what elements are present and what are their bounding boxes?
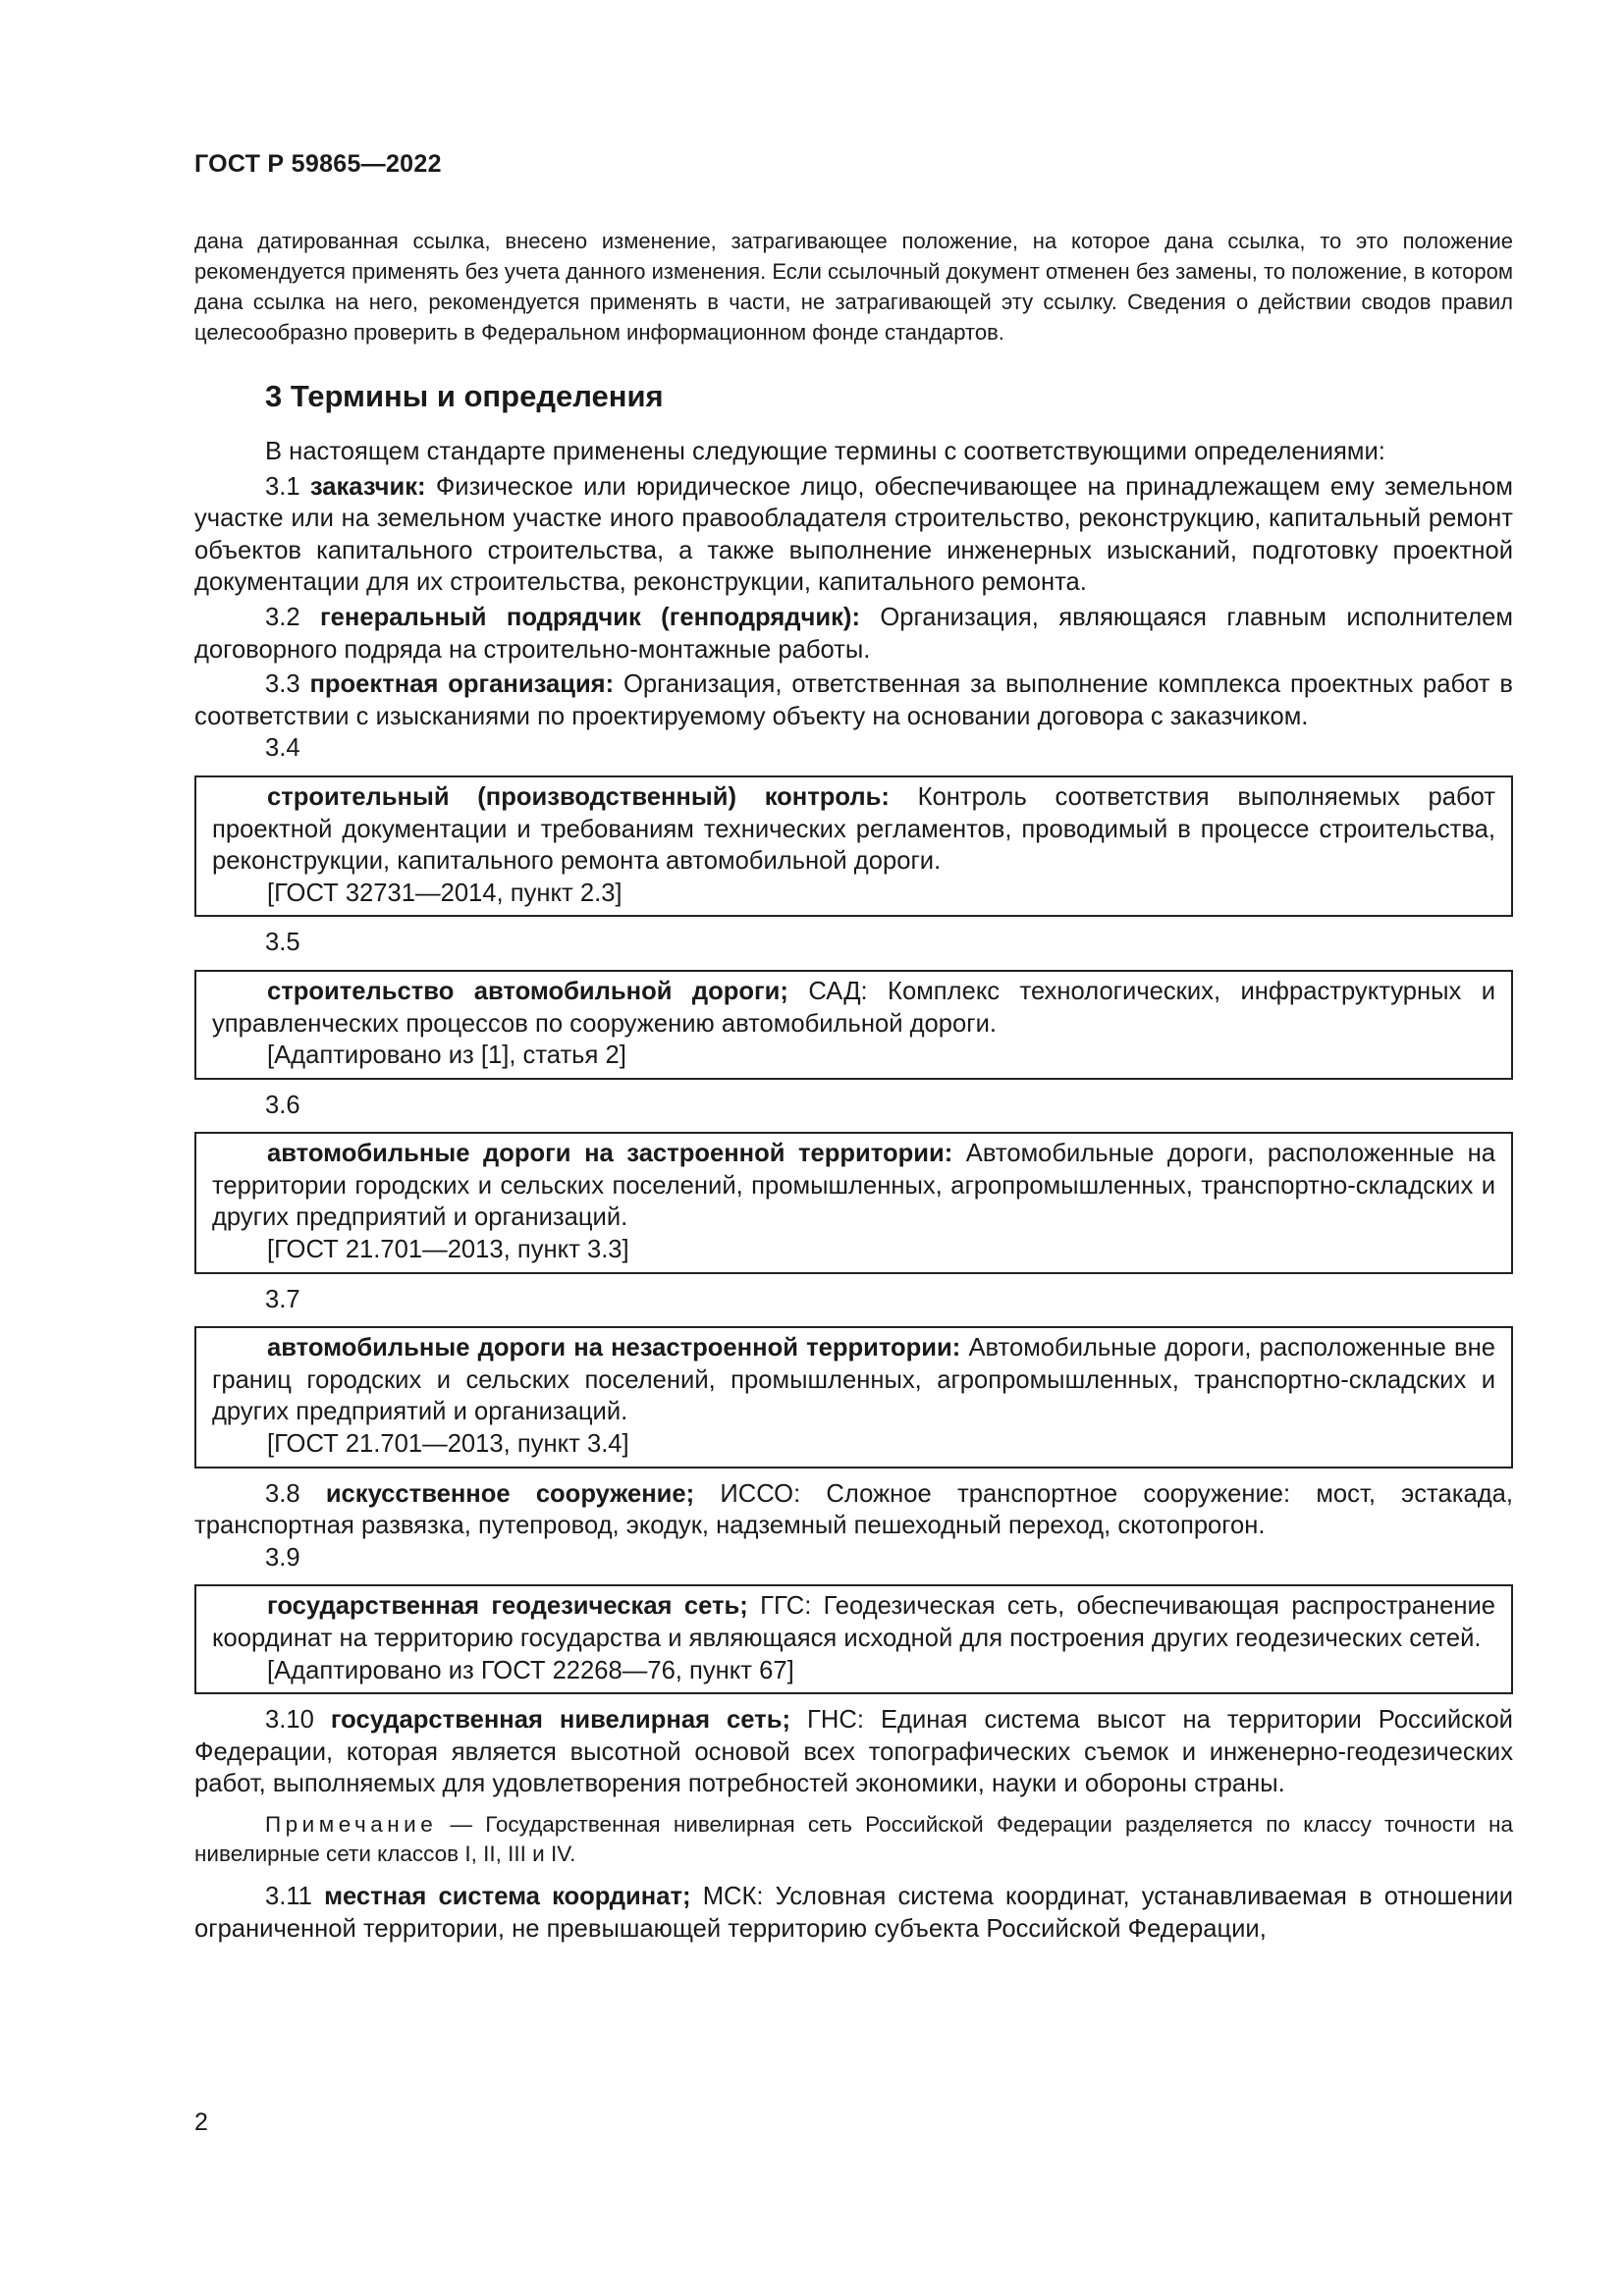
term-3-10 [194, 1704, 1513, 1800]
page-number: 2 [194, 2109, 208, 2136]
term-number-3-9: 3.9 [265, 1543, 300, 1572]
term-box-3-9 [194, 1584, 1513, 1694]
document-header: ГОСТ Р 59865—2022 [194, 150, 442, 178]
term-name: автомобильные дороги на застроенной территории: [267, 1140, 953, 1168]
term-definition: Автомобильные дороги, расположенные вне границ городских и сельских поселений, промышленных, агропромышленных, транспортно-складских и других предприятий и организаций. [212, 1334, 1495, 1426]
term-name: автомобильные дороги на незастроенной территории: [267, 1334, 961, 1362]
term-number: 3.2 [265, 603, 300, 631]
term-box-3-4 [194, 775, 1513, 917]
term-definition: Автомобильные дороги, расположенные на территории городских и сельских поселений, промышленных, агропромышленных, транспортно-складских и других предприятий и организаций. [212, 1140, 1495, 1232]
term-3-7 [212, 1332, 1495, 1428]
term-name: проектная организация: [309, 670, 615, 699]
term-name: искусственное сооружение; [325, 1479, 695, 1508]
term-source: [Адаптировано из ГОСТ 22268—76, пункт 67] [267, 1656, 794, 1684]
term-source: [ГОСТ 32731—2014, пункт 2.3] [267, 879, 623, 907]
term-box-3-7 [194, 1326, 1513, 1468]
term-number: 3.1 [265, 472, 300, 501]
section-title: 3 Термины и определения [265, 379, 664, 413]
term-definition: Организация, являющаяся главным исполнителем договорного подряда на строительно-монтажные работы. [194, 603, 1513, 664]
term-number-3-6: 3.6 [265, 1091, 300, 1119]
note-label: Примечание [265, 1811, 438, 1837]
term-definition: ИССО: Сложное транспортное сооружение: мост, эстакада, транспортная развязка, путепровод, экодук, надземный пешеходный переход, скотопрогон. [194, 1479, 1513, 1540]
term-3-6 [212, 1138, 1495, 1234]
term-definition: Физическое или юридическое лицо, обеспечивающее на принадлежащем ему земельном участке или на земельном участке иного правообладателя строительство, реконструкцию, капитальный ремонт объектов капитального строительства, а также выполнение инженерных изысканий, подготовку проектной документации для их строительства, реконструкции, капитального ремонта. [194, 472, 1513, 597]
term-name: государственная нивелирная сеть; [330, 1706, 790, 1735]
term-name: заказчик: [309, 472, 426, 501]
term-3-3 [194, 668, 1513, 732]
term-number: 3.11 [265, 1882, 312, 1910]
note-text: — Государственная нивелирная сеть Российской Федерации разделяется по классу точности на нивелирные сети классов I, II, III и IV. [194, 1811, 1513, 1866]
section-lead: В настоящем стандарте применены следующие термины с соответствующими определениями: [265, 438, 1385, 465]
term-definition: МСК: Условная система координат, устанавливаемая в отношении ограниченной территории, не превышающей территорию субъекта Российской Федерации, [194, 1882, 1513, 1943]
term-definition: ГНС: Единая система высот на территории Российской Федерации, которая является высотной основой всех топографических съемок и инженерно-геодезических работ, выполняемых для удовлетворения потребностей экономики, науки и обороны страны. [194, 1706, 1513, 1798]
term-box-3-6 [194, 1132, 1513, 1273]
term-source: [ГОСТ 21.701—2013, пункт 3.4] [267, 1430, 629, 1459]
term-name: местная система координат; [324, 1882, 691, 1910]
term-name: государственная геодезическая сеть; [267, 1592, 748, 1621]
term-3-9 [212, 1590, 1495, 1654]
term-definition: Контроль соответствия выполняемых работ проектной документации и требованиям технических регламентов, проводимый в процессе строительства, реконструкции, капитального ремонта автомобильной дороги. [212, 782, 1496, 876]
term-source: [Адаптировано из [1], статья 2] [267, 1041, 626, 1070]
term-number-3-5: 3.5 [265, 929, 300, 957]
term-name: строительство автомобильной дороги; [267, 977, 788, 1005]
term-3-1 [194, 471, 1513, 599]
page-content [194, 226, 1513, 1945]
term-number: 3.10 [265, 1706, 314, 1735]
term-box-3-5 [194, 970, 1513, 1080]
term-name: строительный (производственный) контроль: [267, 782, 890, 811]
term-source: [ГОСТ 21.701—2013, пункт 3.3] [267, 1236, 629, 1264]
term-name: генеральный подрядчик (генподрядчик): [320, 603, 860, 631]
intro-paragraph: дана датированная ссылка, внесено изменение, затрагивающее положение, на которое дана ссылка, то это положение рекомендуется применять без учета данного изменения. Если ссылочный документ отменен без замены, то положение, в котором дана ссылка на него, рекомендуется применять в части, не затрагивающей эту ссылку. Сведения о действии сводов правил целесообразно проверить в Федеральном информационном фонде стандартов. [194, 229, 1513, 345]
term-number: 3.8 [265, 1479, 300, 1508]
term-number: 3.3 [265, 670, 300, 699]
term-number-3-4: 3.4 [265, 734, 300, 763]
term-definition: Организация, ответственная за выполнение комплекса проектных работ в соответствии с изысканиями по проектируемому объекту на основании договора с заказчиком. [194, 670, 1513, 730]
note [194, 1810, 1513, 1869]
term-3-4 [212, 781, 1495, 878]
term-definition: САД: Комплекс технологических, инфраструктурных и управленческих процессов по сооружению автомобильной дороги. [212, 977, 1495, 1038]
term-number-3-7: 3.7 [265, 1285, 300, 1313]
term-3-8 [194, 1478, 1513, 1542]
term-3-11 [194, 1881, 1513, 1945]
term-definition: ГГС: Геодезическая сеть, обеспечивающая распространение координат на территорию государства и являющаяся исходной для построения других геодезических сетей. [212, 1592, 1495, 1652]
term-3-2 [194, 602, 1513, 666]
term-3-5 [212, 976, 1495, 1040]
